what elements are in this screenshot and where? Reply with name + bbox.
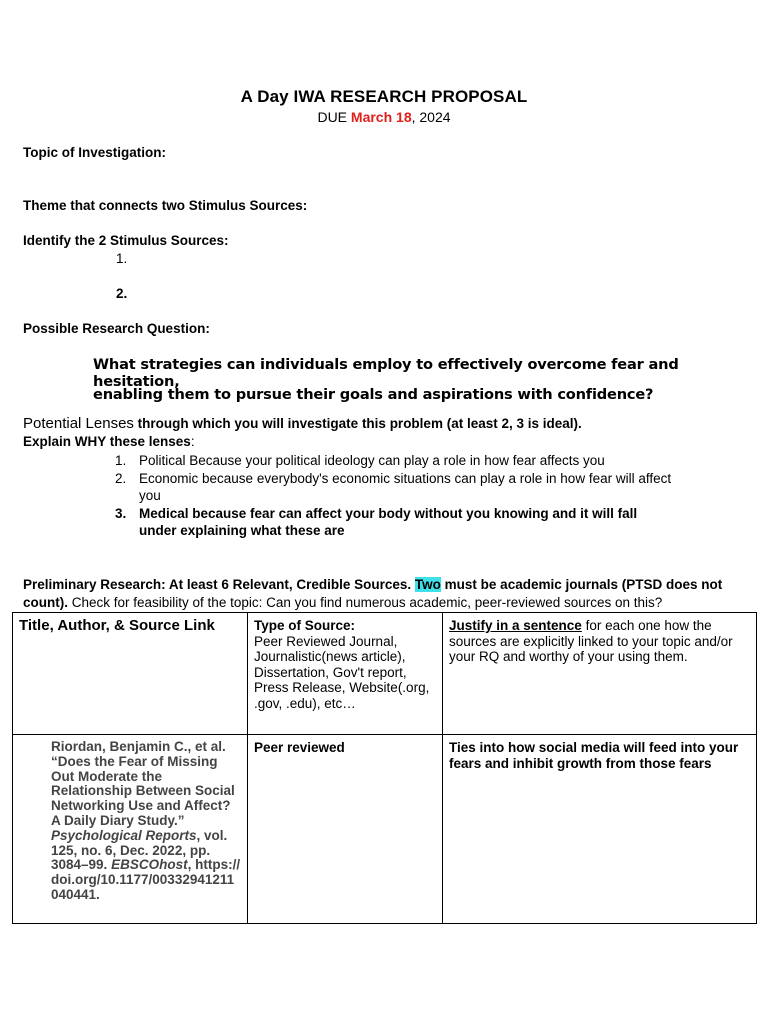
cite-journal: Psychological Reports <box>51 827 197 843</box>
sources-table <box>12 612 757 924</box>
due-suffix: , 2024 <box>411 109 451 125</box>
prelim-part-2: must be academic journals (PTSD does not count). <box>23 577 723 610</box>
citation-cell <box>13 735 248 924</box>
justification: Ties into how social media will feed into your fears and inhibit growth from those fears <box>449 740 739 771</box>
list-item-text: Economic because everybody's economic situations can play a role in how fear will affect you <box>139 470 672 503</box>
table-header-row <box>13 613 757 735</box>
prelim-highlight: Two <box>414 577 441 592</box>
list-item-text: Medical because fear can affect your body without you knowing and it will fall under explaining what these are <box>139 505 638 538</box>
list-item <box>115 452 675 470</box>
lenses-heading <box>23 415 582 432</box>
col3-header-underlined: Justify in a sentence <box>449 618 582 633</box>
cite-part-b: , vol. 125, no. 6, Dec. 2022, pp. 3084–99. <box>51 827 228 873</box>
lenses-sub-rest: : <box>190 434 195 449</box>
rq-label: Possible Research Question: <box>23 321 210 336</box>
topic-label: Topic of Investigation: <box>23 145 166 160</box>
list-item-number: 2. <box>115 470 127 486</box>
list-item-number: 1. <box>115 453 127 468</box>
theme-label: Theme that connects two Stimulus Sources: <box>23 198 308 213</box>
lenses-heading-rest: through which you will investigate this problem (at least 2, 3 is ideal). <box>133 416 582 431</box>
source-type: Peer reviewed <box>254 740 345 755</box>
header-cell-justify <box>443 613 757 735</box>
due-date-line <box>0 109 768 125</box>
prelim-part-3: Check for feasibility of the topic: Can you find numerous academic, peer-reviewed sources on this? <box>68 594 663 610</box>
col2-header-bold: Type of Source: <box>254 618 356 633</box>
due-prefix: DUE <box>317 109 351 125</box>
cite-database: EBSCOhost <box>111 857 188 873</box>
research-question-line-1: What strategies can individuals employ to effectively overcome fear and hesitation, <box>93 356 679 390</box>
prelim-part-1: Preliminary Research: At least 6 Relevant, Credible Sources. <box>23 577 415 592</box>
col3-header-rest: for each one how the sources are explicitly linked to your topic and/or your RQ and worthy of your using them. <box>449 618 733 664</box>
preliminary-research-instructions <box>23 576 745 611</box>
stimulus-item-2: 2. <box>116 286 128 301</box>
lenses-list <box>115 452 675 540</box>
col1-header: Title, Author, & Source Link <box>19 617 215 634</box>
list-item-number: 3. <box>115 505 127 521</box>
col2-header-rest: Peer Reviewed Journal, Journalistic(news article), Dissertation, Gov't report, Press Release, Website(.org, .gov, .edu), etc… <box>254 633 430 711</box>
header-cell-type <box>248 613 443 735</box>
lenses-sub-bold: Explain WHY these lenses <box>23 434 191 449</box>
research-question-line-2: enabling them to pursue their goals and aspirations with confidence? <box>93 386 654 403</box>
page-title: A Day IWA RESEARCH PROPOSAL <box>240 87 528 106</box>
table-row <box>13 735 757 924</box>
lenses-heading-big: Potential Lenses <box>23 415 134 432</box>
stimulus-label: Identify the 2 Stimulus Sources: <box>23 233 229 248</box>
header-cell-title <box>13 613 248 735</box>
stimulus-item-1: 1. <box>116 251 128 266</box>
justify-cell <box>443 735 757 924</box>
list-item-text: Political Because your political ideology can play a role in how fear affects you <box>139 453 605 468</box>
lenses-subheading <box>23 434 195 449</box>
list-item <box>115 505 675 540</box>
list-item <box>115 470 675 505</box>
cite-part-c: , https://doi.org/10.1177/00332941211040441. <box>51 857 241 902</box>
cite-part-a: Riordan, Benjamin C., et al. “Does the Fear of Missing Out Moderate the Relationship Between Social Networking Use and Affect? A Daily Diary Study.” <box>51 739 235 828</box>
type-cell <box>248 735 443 924</box>
due-date: March 18 <box>350 109 412 125</box>
